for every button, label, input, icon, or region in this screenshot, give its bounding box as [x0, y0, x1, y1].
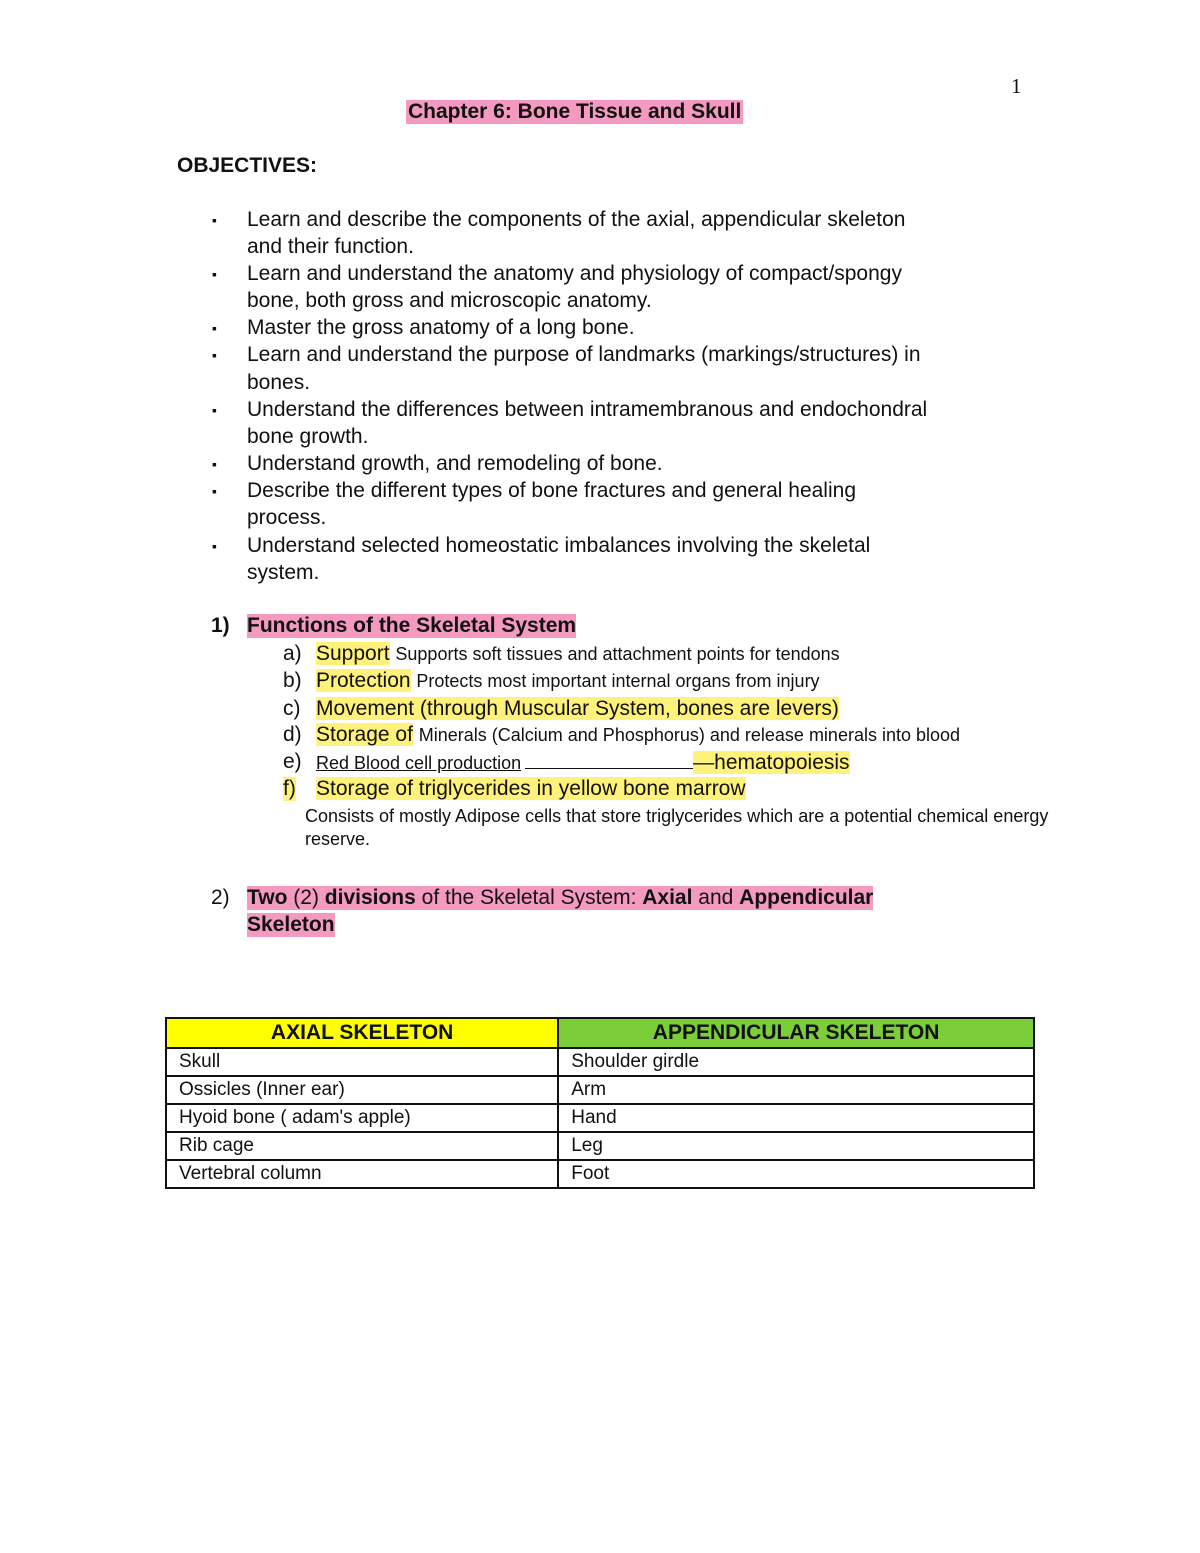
objective-line: Learn and understand the anatomy and physiology of compact/spongy: [247, 262, 902, 285]
table-header-row: [166, 1018, 1034, 1048]
function-item: [316, 642, 840, 666]
section-title: [247, 886, 873, 910]
table-row: [166, 1048, 1034, 1076]
table-cell: Skull: [166, 1048, 558, 1076]
objective-line: and their function.: [247, 235, 414, 258]
title-part: Axial: [642, 886, 693, 909]
objective-line: Learn and understand the purpose of landmarks (markings/structures) in: [247, 343, 921, 366]
bullet-icon: ▪: [212, 212, 217, 228]
title-part: of the Skeletal System:: [415, 886, 643, 909]
function-label: Support: [316, 642, 390, 665]
list-letter: c): [283, 697, 301, 720]
table-cell: Hand: [558, 1104, 1034, 1132]
section-number: 1): [211, 614, 230, 637]
objective-line: Master the gross anatomy of a long bone.: [247, 316, 635, 339]
header-appendicular: APPENDICULAR SKELETON: [558, 1018, 1034, 1048]
bullet-icon: ▪: [212, 347, 217, 363]
table-cell: Ossicles (Inner ear): [166, 1076, 558, 1104]
title-part: (2): [287, 886, 325, 909]
objective-line: bones.: [247, 371, 311, 394]
table-row: [166, 1132, 1034, 1160]
function-item: [316, 669, 820, 693]
note-line: reserve.: [305, 829, 371, 849]
objective-line: Understand growth, and remodeling of bone.: [247, 452, 663, 475]
function-label: —hematopoiesis: [693, 751, 850, 774]
bullet-icon: ▪: [212, 320, 217, 336]
list-letter: d): [283, 723, 302, 746]
objective-line: process.: [247, 506, 327, 529]
table-cell: Leg: [558, 1132, 1034, 1160]
objective-line: Understand selected homeostatic imbalances involving the skeletal: [247, 534, 871, 557]
section-number: 2): [211, 886, 230, 909]
function-item: [316, 750, 850, 775]
function-desc: Supports soft tissues and attachment points for tendons: [395, 644, 840, 664]
table-cell: Rib cage: [166, 1132, 558, 1160]
function-desc: Red Blood cell production: [316, 753, 522, 773]
table-row: [166, 1076, 1034, 1104]
list-letter: e): [283, 750, 302, 773]
table-cell: Foot: [558, 1160, 1034, 1188]
table-row: [166, 1160, 1034, 1188]
skeleton-table: [165, 1017, 1035, 1189]
bullet-icon: ▪: [212, 456, 217, 472]
table-cell: Hyoid bone ( adam's apple): [166, 1104, 558, 1132]
bullet-icon: ▪: [212, 266, 217, 282]
list-letter: a): [283, 642, 302, 665]
title-part: Appendicular: [739, 886, 874, 909]
bullet-icon: ▪: [212, 402, 217, 418]
function-label: Movement (through Muscular System, bones are levers): [316, 697, 839, 720]
function-label: Storage of: [316, 723, 413, 746]
bullet-icon: ▪: [212, 483, 217, 499]
function-item: [316, 723, 960, 747]
title-part: divisions: [324, 886, 416, 909]
bullet-icon: ▪: [212, 538, 217, 554]
function-desc: Minerals (Calcium and Phosphorus) and release minerals into blood: [418, 725, 961, 745]
objective-line: Learn and describe the components of the axial, appendicular skeleton: [247, 208, 906, 231]
list-letter: f): [283, 777, 296, 800]
section-title: Functions of the Skeletal System: [247, 614, 577, 637]
page-number: 1: [1011, 74, 1022, 98]
function-label: Protection: [316, 669, 411, 692]
note-line: Consists of mostly Adipose cells that store triglycerides which are a potential chemical energy: [305, 806, 1049, 826]
table-cell: Shoulder girdle: [558, 1048, 1034, 1076]
header-axial: AXIAL SKELETON: [166, 1018, 558, 1048]
objective-line: Understand the differences between intramembranous and endochondral: [247, 398, 928, 421]
table-cell: Arm: [558, 1076, 1034, 1104]
objective-line: Describe the different types of bone fractures and general healing: [247, 479, 856, 502]
table-cell: Vertebral column: [166, 1160, 558, 1188]
objective-line: bone growth.: [247, 425, 369, 448]
fill-in-blank: [525, 750, 693, 769]
objectives-heading: OBJECTIVES:: [177, 154, 318, 177]
title-part: and: [692, 886, 740, 909]
title-part: Two: [247, 886, 288, 909]
function-label: Storage of triglycerides in yellow bone marrow: [316, 777, 746, 800]
objective-line: bone, both gross and microscopic anatomy.: [247, 289, 652, 312]
section-title-line2: Skeleton: [247, 913, 335, 936]
table-row: [166, 1104, 1034, 1132]
function-item: [316, 697, 839, 721]
list-letter: b): [283, 669, 302, 692]
function-desc: Protects most important internal organs from injury: [416, 671, 820, 691]
objective-line: system.: [247, 561, 320, 584]
chapter-title: Chapter 6: Bone Tissue and Skull: [408, 100, 742, 123]
function-item: [316, 777, 746, 801]
